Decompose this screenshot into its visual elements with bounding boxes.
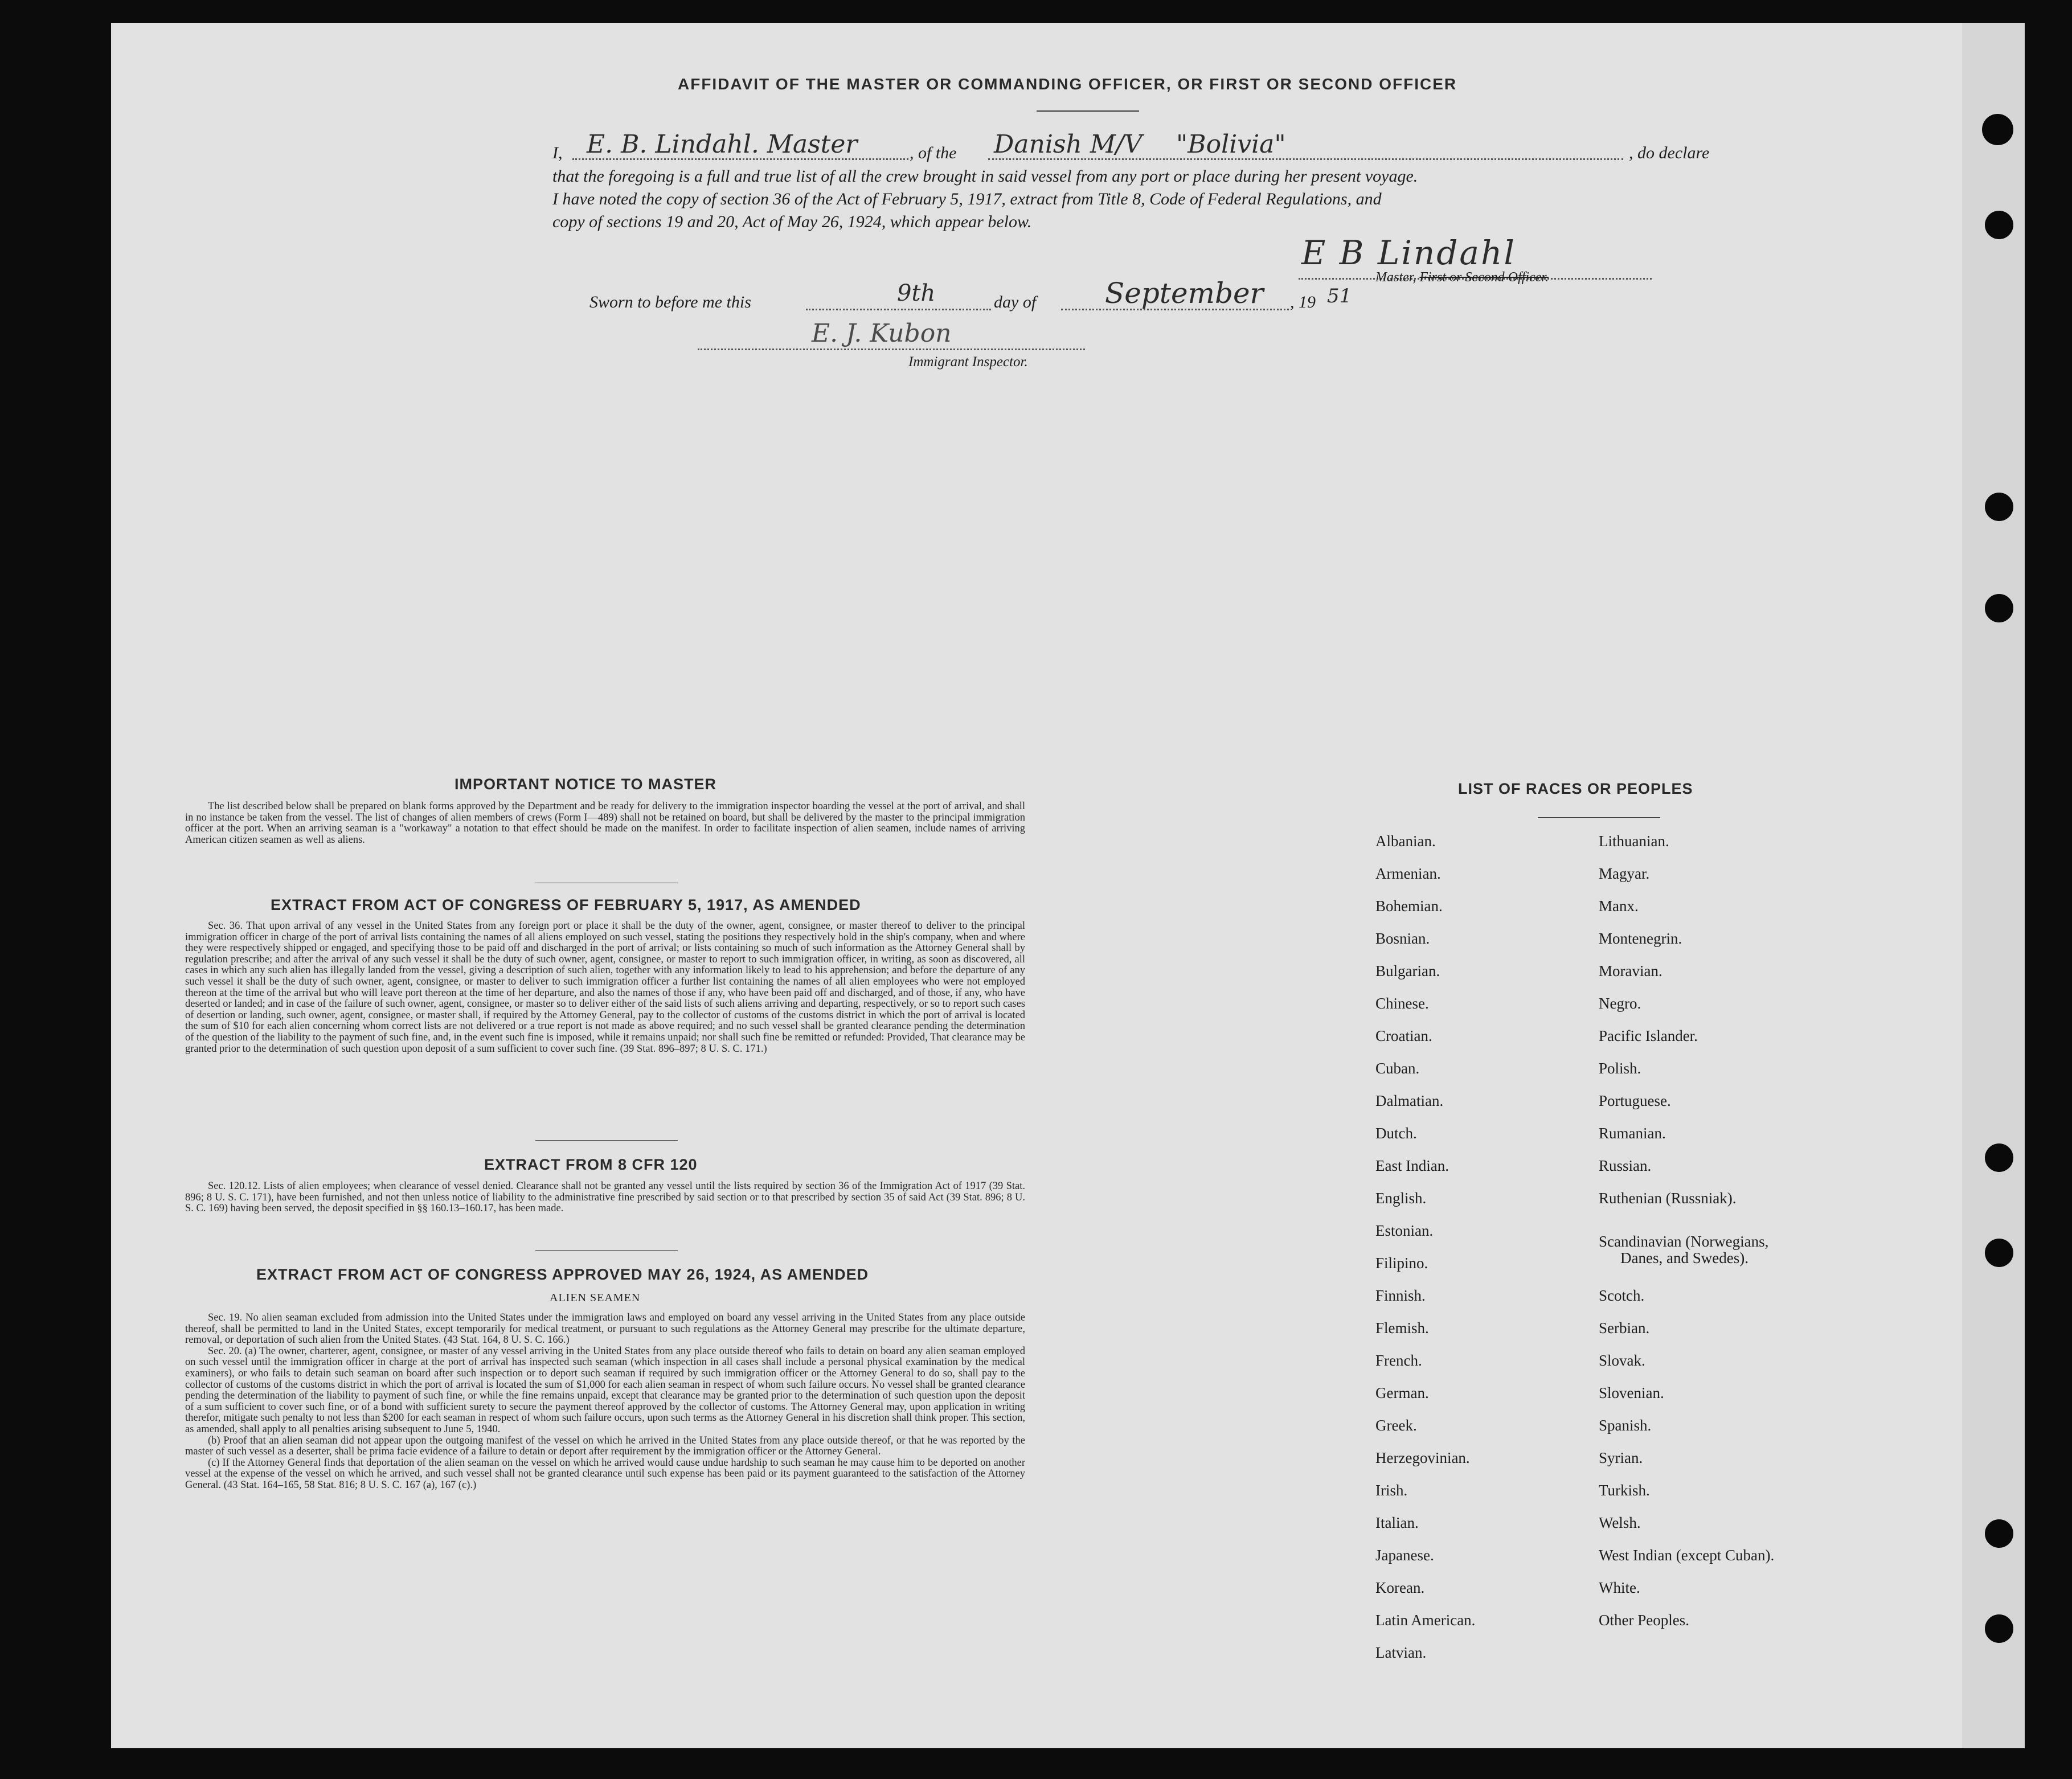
race-item: Slovak. bbox=[1599, 1352, 1645, 1369]
vessel-name: "Bolivia" bbox=[1176, 130, 1286, 159]
punch-hole bbox=[1985, 1239, 2013, 1267]
race-item: Slovenian. bbox=[1599, 1384, 1664, 1401]
race-item: Irish. bbox=[1375, 1482, 1408, 1499]
race-item: White. bbox=[1599, 1579, 1640, 1596]
race-item: Latin American. bbox=[1375, 1612, 1476, 1629]
race-item: Flemish. bbox=[1375, 1319, 1429, 1337]
affidavit-line-4: copy of sections 19 and 20, Act of May 26, 1924, which appear below. bbox=[552, 212, 1032, 231]
year-prefix: , 19 bbox=[1290, 293, 1316, 311]
inspector-line bbox=[698, 349, 1085, 350]
race-item: French. bbox=[1375, 1352, 1422, 1369]
race-item-line: Scandinavian (Norwegians, bbox=[1599, 1233, 1769, 1250]
punch-hole bbox=[1985, 493, 2013, 521]
race-item: Bohemian. bbox=[1375, 897, 1443, 915]
sec-20c-paragraph: (c) If the Attorney General finds that deportation of the alien seaman on the vessel on which he arrived would cause undue hardship to such seaman he may cause him to be deported on another vessel at the expense of the vessel on which he arrived, and such vessel shall not be granted clearance until such expense has been paid or its payment guaranteed to the satisfaction of the Attorney General. (43 Stat. 164–165, 58 Stat. 816; 8 U. S. C. 167 (a), 167 (c).) bbox=[185, 1457, 1025, 1491]
race-item: Armenian. bbox=[1375, 865, 1441, 882]
page-edge bbox=[1962, 23, 2025, 1748]
punch-hole bbox=[1982, 114, 2013, 145]
affidavit-line-2: that the foregoing is a full and true list of all the crew brought in said vessel from any port or place during her present voyage. bbox=[552, 167, 1418, 186]
punch-hole bbox=[1985, 211, 2013, 239]
sec-20b-paragraph: (b) Proof that an alien seaman did not appear upon the outgoing manifest of the vessel on which he arrived in the United States from any place outside thereof, or that he was reported by the master of such vessel as a deserter, shall be prima facie evidence of a failure to detain or deport after requirement by the immigration officer or the Attorney General. bbox=[185, 1434, 1025, 1458]
races-left-column bbox=[1375, 833, 1475, 1676]
race-item: Welsh. bbox=[1599, 1514, 1641, 1531]
race-item: Magyar. bbox=[1599, 865, 1650, 882]
race-item: Herzegovinian. bbox=[1375, 1449, 1470, 1466]
race-item: Estonian. bbox=[1375, 1222, 1434, 1239]
notice-text bbox=[185, 801, 1025, 846]
extract-cfr-text bbox=[185, 1181, 1025, 1215]
affidavit-i: I, bbox=[552, 144, 563, 162]
race-item: Finnish. bbox=[1375, 1287, 1426, 1304]
race-item: Ruthenian (Russniak). bbox=[1599, 1190, 1737, 1207]
race-item: Italian. bbox=[1375, 1514, 1419, 1531]
day-of-label: day of bbox=[994, 293, 1037, 311]
race-item: German. bbox=[1375, 1384, 1429, 1401]
punch-hole bbox=[1985, 1519, 2013, 1548]
race-item: Scotch. bbox=[1599, 1287, 1645, 1304]
day-value: 9th bbox=[897, 280, 936, 306]
affidavit-line-3: I have noted the copy of section 36 of the Act of February 5, 1917, extract from Title 8, Code of Federal Regulations, and bbox=[552, 190, 1382, 208]
race-item: Russian. bbox=[1599, 1157, 1652, 1174]
sec-120-12-paragraph: Sec. 120.12. Lists of alien employees; when clearance of vessel denied. Clearance shall not be granted any vessel until the lists required by section 36 of the Immigration Act of 1917 (39 Stat. 896; 8 U. S. C. 171), have been furnished, and not then unless notice of liability to the administrative fine prescribed by said section or to that prescribed by section 35 of said Act (39 Stat. 896; 8 U. S. C. 169) having been served, the deposit specified in §§ 160.13–160.17, has been made. bbox=[185, 1180, 1025, 1215]
race-item: English. bbox=[1375, 1190, 1427, 1207]
race-item: Turkish. bbox=[1599, 1482, 1650, 1499]
extract-1924-title: EXTRACT FROM ACT OF CONGRESS APPROVED MAY 26, 1924, AS AMENDED bbox=[256, 1266, 869, 1283]
do-declare-label: , do declare bbox=[1629, 144, 1710, 162]
sec-20a-paragraph: Sec. 20. (a) The owner, charterer, agent, consignee, or master of any vessel arriving in the United States from any place outside thereof who fails to detain on board any alien seaman employed on such vessel until the immigration officer in charge at the port of arrival has inspected such seaman (which inspection in all cases shall include a personal physical examination by the medical examiners), or who fails to detain such seaman on board after such inspection or to deport such seaman if required by such immigration officer or the Attorney General to do so, shall pay to the collector of customs of the customs district in which the port of arrival is located the sum of $1,000 for each alien seaman in respect of whom such failure occurs. No vessel shall be granted clearance pending the determination of the liability to payment of such fine, or while the fine remains unpaid, except that clearance may be granted prior to the determination of such question upon the deposit of a sum sufficient to cover such fine, or of a bond with sufficient surety to secure the payment thereof approved by the collector of customs. The Attorney General may, upon application in writing therefor, mitigate such penalty to not less than $200 for each seaman in respect of whom such failure occurs, upon such terms as the Attorney General in his discretion shall think proper. This section, as amended, shall apply to all penalties arising subsequent to June 5, 1940. bbox=[185, 1345, 1025, 1435]
affidavit-title: AFFIDAVIT OF THE MASTER OR COMMANDING OFFICER, OR FIRST OR SECOND OFFICER bbox=[678, 75, 1457, 93]
divider bbox=[1538, 817, 1660, 818]
vessel-nationality: Danish M/V bbox=[994, 130, 1143, 159]
month-value: September bbox=[1105, 277, 1264, 310]
race-item: Albanian. bbox=[1375, 833, 1436, 850]
extract-1917-text bbox=[185, 921, 1025, 1055]
punch-hole bbox=[1985, 1614, 2013, 1643]
races-right-column bbox=[1599, 833, 1774, 1644]
race-item: Japanese. bbox=[1375, 1547, 1434, 1564]
year-value: 51 bbox=[1327, 285, 1352, 308]
race-item: Croatian. bbox=[1375, 1027, 1432, 1044]
race-item: Montenegrin. bbox=[1599, 930, 1682, 947]
race-item: Pacific Islander. bbox=[1599, 1027, 1698, 1044]
notice-title: IMPORTANT NOTICE TO MASTER bbox=[454, 776, 716, 793]
race-item: Cuban. bbox=[1375, 1060, 1420, 1077]
race-item: Portuguese. bbox=[1599, 1092, 1671, 1109]
race-item: Chinese. bbox=[1375, 995, 1429, 1012]
divider bbox=[535, 1140, 678, 1141]
punch-hole bbox=[1985, 1143, 2013, 1172]
master-signature: E B Lindahl bbox=[1301, 233, 1516, 272]
document-page bbox=[111, 23, 2025, 1748]
sec-36-paragraph: Sec. 36. That upon arrival of any vessel in the United States from any foreign port or place it shall be the duty of the owner, agent, consignee, or master thereof to deliver to the principal immigration officer in charge of the port of arrival lists containing the names of all aliens employed on such vessel, stating the positions they respectively hold in the ship's company, when and where they were respectively shipped or engaged, and specifying those to be paid off and discharged in the port of arrival; or lists containing so much of such information as the Attorney General shall by regulation prescribe; and after the arrival of any such vessel it shall be the duty of such owner, agent, consignee, or master to report to such immigration officer, in writing, as soon as discovered, all cases in which any such alien has illegally landed from the vessel, giving a description of such alien, together with any information likely to lead to his apprehension; and before the departure of any such vessel it shall be the duty of such owner, agent, consignee, or master to deliver to such immigration officer a further list containing the names of all alien employees who were not employed thereon at the time of the arrival but who will leave port thereon at the time of her departure, and also the names of those if any, who have been paid off and discharged, and of those, if any, who have deserted or landed; and in case of the failure of such owner, agent, consignee, or master so to deliver either of the said lists of such aliens arriving and departing, respectively, or so to report such cases of desertion or landing, such owner, agent, consignee, or master shall, if required by the Attorney General, pay to the collector of customs of the customs district in which the port of arrival is located the sum of $10 for each alien concerning whom correct lists are not delivered or a true report is not made as above required; and no such vessel shall be granted clearance pending the determination of the question of the liability to the payment of such fine, and, in the event such fine is imposed, while it remains unpaid; nor shall such fine be remitted or refunded: Provided, That clearance may be granted prior to the determination of such question upon deposit of a sum sufficient to cover such fine. (39 Stat. 896–897; 8 U. S. C. 171.) bbox=[185, 920, 1026, 1055]
sec-19-paragraph: Sec. 19. No alien seaman excluded from admission into the United States under the immigration laws and employed on board any vessel arriving in the United States from any place outside thereof, shall be permitted to land in the United States, except temporarily for medical treatment, or pursuant to such regulations as the Attorney General may prescribe for the ultimate departure, removal, or deportation of such alien from the United States. (43 Stat. 164, 8 U. S. C. 166.) bbox=[185, 1312, 1025, 1346]
punch-hole bbox=[1985, 594, 2013, 622]
alien-seamen-subtitle: ALIEN SEAMEN bbox=[550, 1292, 641, 1304]
day-line bbox=[806, 309, 991, 310]
race-item: Polish. bbox=[1599, 1060, 1641, 1077]
race-item: Filipino. bbox=[1375, 1255, 1428, 1272]
race-item: West Indian (except Cuban). bbox=[1599, 1547, 1775, 1564]
race-item: Negro. bbox=[1599, 995, 1641, 1012]
signature-caption bbox=[1375, 270, 1549, 285]
race-item-line: Danes, and Swedes). bbox=[1620, 1249, 1748, 1266]
sworn-label: Sworn to before me this bbox=[589, 293, 751, 311]
race-item: East Indian. bbox=[1375, 1157, 1449, 1174]
race-item: Serbian. bbox=[1599, 1319, 1650, 1337]
divider bbox=[535, 1250, 678, 1251]
inspector-signature: E. J. Kubon bbox=[812, 319, 952, 348]
master-name: E. B. Lindahl. Master bbox=[587, 130, 858, 159]
race-item: Moravian. bbox=[1599, 962, 1662, 979]
race-item: Korean. bbox=[1375, 1579, 1425, 1596]
race-item: Lithuanian. bbox=[1599, 833, 1669, 850]
race-item: Syrian. bbox=[1599, 1449, 1643, 1466]
races-title: LIST OF RACES OR PEOPLES bbox=[1458, 780, 1693, 797]
race-item: Other Peoples. bbox=[1599, 1612, 1689, 1629]
race-item: Spanish. bbox=[1599, 1417, 1652, 1434]
race-item bbox=[1599, 1222, 1774, 1287]
extract-1917-title: EXTRACT FROM ACT OF CONGRESS OF FEBRUARY 5, 1917, AS AMENDED bbox=[271, 896, 861, 913]
extract-1924-text bbox=[185, 1313, 1025, 1491]
caption-master: Master, bbox=[1375, 270, 1420, 285]
race-item: Bulgarian. bbox=[1375, 962, 1440, 979]
divider bbox=[1037, 110, 1139, 112]
extract-cfr-title: EXTRACT FROM 8 CFR 120 bbox=[484, 1156, 698, 1173]
inspector-caption: Immigrant Inspector. bbox=[908, 354, 1028, 370]
race-item: Greek. bbox=[1375, 1417, 1417, 1434]
notice-paragraph: The list described below shall be prepared on blank forms approved by the Department and be ready for delivery to the immigration inspector boarding the vessel at the port of arrival, and shall in no instance be taken from the vessel. The list of changes of alien members of crews (Form I—489) shall not be retained on board, but shall be delivered by the master to the principal immigration officer at the port. When an arriving seaman is a "workaway" a notation to that effect should be made on the manifest. In order to facilitate inspection of alien seamen, include names of arriving American citizen seamen as well as aliens. bbox=[185, 801, 1025, 846]
race-item: Dalmatian. bbox=[1375, 1092, 1444, 1109]
of-the-label: , of the bbox=[910, 144, 957, 162]
race-item: Dutch. bbox=[1375, 1125, 1417, 1142]
race-item: Rumanian. bbox=[1599, 1125, 1666, 1142]
race-item: Latvian. bbox=[1375, 1644, 1427, 1661]
caption-struck: First or Second Officer. bbox=[1419, 270, 1549, 285]
race-item: Manx. bbox=[1599, 897, 1639, 915]
race-item: Bosnian. bbox=[1375, 930, 1430, 947]
